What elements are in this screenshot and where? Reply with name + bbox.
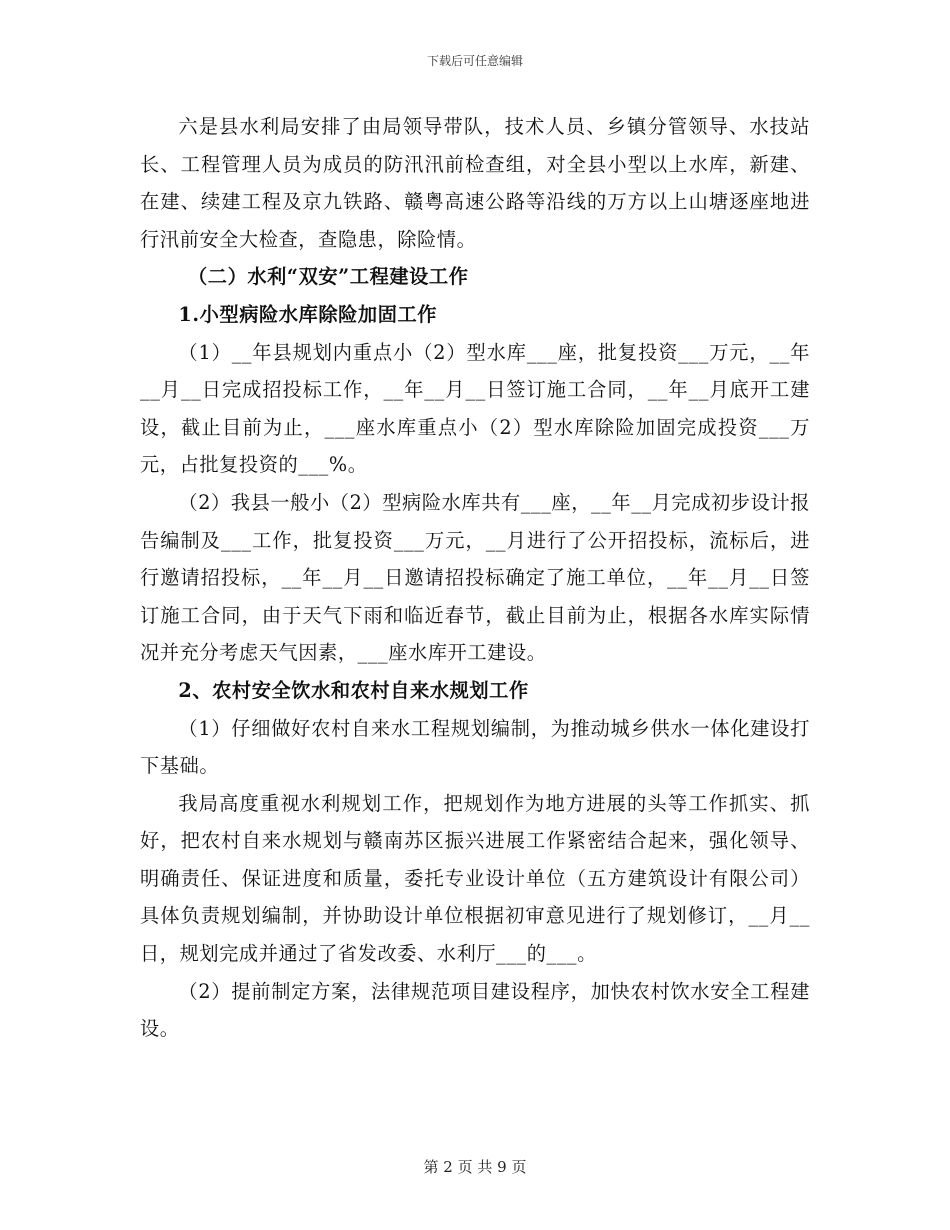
paragraph-reservoir-2: （2）我县一般小（2）型病险水库共有___座，__年__月完成初步设计报告编制及___工作，批复投资___万元，__月进行了公开招投标，流标后，进行邀请招投标，__年__月__日邀请招投标确定了施工单位，__年__月__日签订施工合同，由于天气下雨和临近春节，截止目前为止，根据各水库实际情况并充分考虑天气因素，___座水库开工建设。	[140, 490, 810, 665]
subsection-heading-reservoir: 1.小型病险水库除险加固工作	[178, 302, 438, 326]
document-body	[140, 108, 810, 1048]
subsection-heading-water-supply: 2、农村安全饮水和农村自来水规划工作	[178, 678, 529, 702]
paragraph-water-supply-2: （2）提前制定方案，法律规范项目建设程序，加快农村饮水安全工程建设。	[140, 979, 810, 1041]
paragraph-inspection: 六是县水利局安排了由局领导带队，技术人员、乡镇分管领导、水技站长、工程管理人员为成员的防汛汛前检查组，对全县小型以上水库，新建、在建、续建工程及京九铁路、赣粤高速公路等沿线的万方以上山塘逐座地进行汛前安全大检查，查隐患，除险情。	[140, 115, 810, 251]
page-header: 下载后可任意编辑	[426, 54, 523, 68]
section-heading-shuangan: （二）水利“双安”工程建设工作	[188, 265, 469, 289]
paragraph-water-supply-1: （1）仔细做好农村自来水工程规划编制，为推动城乡供水一体化建设打下基础。	[140, 716, 810, 778]
paragraph-reservoir-1: （1）__年县规划内重点小（2）型水库___座，批复投资___万元，__年__月__日完成招投标工作，__年__月__日签订施工合同，__年__月底开工建设，截止目前为止，___座水库重点小（2）型水库除险加固完成投资___万元，占批复投资的___%。	[140, 340, 810, 477]
page-footer: 第 2 页 共 9 页	[423, 1158, 527, 1176]
paragraph-planning: 我局高度重视水利规划工作，把规划作为地方进展的头等工作抓实、抓好，把农村自来水规划与赣南苏区振兴进展工作紧密结合起来，强化领导、明确责任、保证进度和质量，委托专业设计单位（五方建筑设计有限公司）具体负责规划编制，并协助设计单位根据初审意见进行了规划修订，__月__日，规划完成并通过了省发改委、水利厅___的___。	[140, 791, 810, 966]
